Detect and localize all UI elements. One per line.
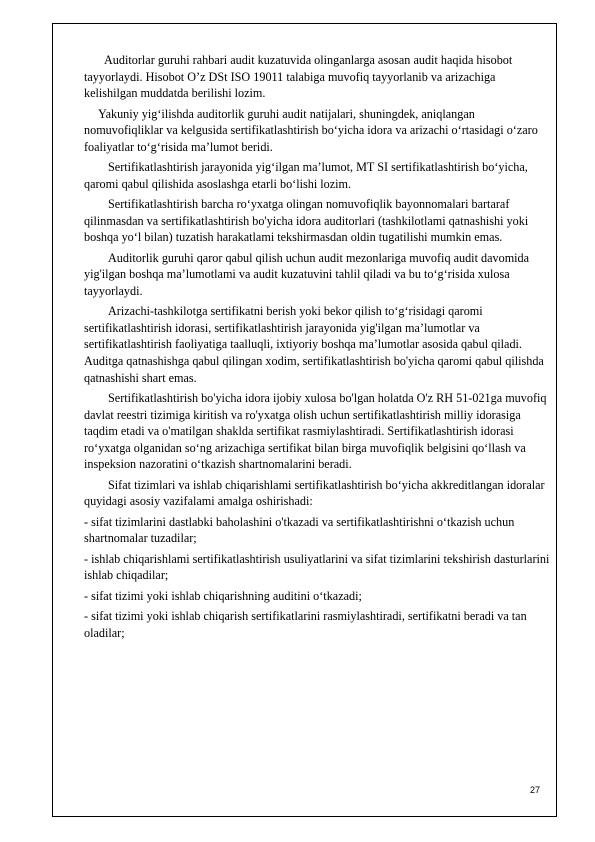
list-item-initial-assessment: - sifat tizimlarini dastlabki baholashini o'tkazadi va sertifikatlashtirishni o‘tkazish uchun shartnomalar tuzadilar; xyxy=(84,514,515,546)
page-number: 27 xyxy=(530,785,541,795)
paragraph-state-registry: Sertifikatlashtirish bo'yicha idora ijobiy xulosa bo'lgan holatda O'z RH 51-021ga muvofiq davlat reestri tizimiga kiritish va ro'yxatga olish uchun sertifikatlashtirish milliy idorasiga taqdim etadi va o'matilgan shaklda sertifikat rasmiylashtiradi. Sertifikatlashtirish idorasi ro‘yxatga olganidan so‘ng arizachiga sertifikat bilan birga muvofiqlik belgisini qo‘llash va inspeksion nazoratini o‘tkazish shartnomalarini beradi. xyxy=(84,391,547,472)
paragraph-audit-criteria: Auditorlik guruhi qaror qabul qilish uchun audit mezonlariga muvofiq audit davomida yig'ilgan boshqa ma’lumotlami va audit kuzatuvini tahlil qiladi va bu to‘g‘risida xulosa tayyorlaydi. xyxy=(84,250,530,298)
list-item-audit: - sifat tizimi yoki ishlab chiqarishning auditini o‘tkazadi; xyxy=(84,588,362,603)
paragraph-audit-report: Auditorlar guruhi rahbari audit kuzatuvida olinganlarga asosan audit haqida hisobot tayyorlaydi. Hisobot O’z DSt ISO 19011 talabiga muvofiq tayyorlanib va arizachiga kelishilgan muddatda berilishi lozim. xyxy=(84,53,513,101)
paragraph-nonconformities: Sertifikatlashtirish barcha ro‘yxatga olingan nomuvofiqlik bayonnomalari bartaraf qilinmasdan va sertifikatlashtirish bo'yicha idora auditorlari (tashkilotlami qatnashishi yoki boshqa yo‘l bilan) tuzatish harakatlami tekshirmasdan oldin tugatilishi mumkin emas. xyxy=(84,197,529,245)
list-item-methodologies: - ishlab chiqarishlami sertifikatlashtirish usuliyatlarini va sifat tizimlarini tekshirish dasturlarini ishlab chiqadilar; xyxy=(84,551,550,583)
paragraph-final-meeting: Yakuniy yig‘ilishda auditorlik guruhi audit natijalari, shuningdek, aniqlangan nomuvofiqliklar va kelgusida sertifikatlashtirish bo‘yicha idora va arizachi o‘rtasidagi o‘zaro foaliyatlar to‘g‘risida ma’lumot beridi. xyxy=(84,106,538,154)
document-body xyxy=(84,52,551,645)
paragraph-collected-info: Sertifikatlashtirish jarayonida yig‘ilgan ma’lumot, MT SI sertifikatlashtirish bo‘yicha, qaromi qabul qilishida asoslashga etarli bo‘lishi lozim. xyxy=(84,160,528,191)
paragraph-accredited-bodies: Sifat tizimlari va ishlab chiqarishlami sertifikatlashtirish bo‘yicha akkreditlangan idoralar quyidagi asosiy vazifalami amalga oshirishadi: xyxy=(84,477,545,509)
paragraph-certificate-decision: Arizachi-tashkilotga sertifikatni berish yoki bekor qilish to‘g‘risidagi qaromi sertifikatlashtirish idorasi, sertifikatlashtirish jarayonida yig'ilgan ma’lumotlar va sertifikatlashtirish faoliyatiga taalluqli, ixtiyoriy boshqa ma’lumotlar asosida qabul qiladi. Auditga qatnashishga qabul qilingan xodim, sertifikatlashtirish bo'yicha qaromi qabul qilishda qatnashishi shart emas. xyxy=(84,304,544,385)
list-item-certificates: - sifat tizimi yoki ishlab chiqarish sertifikatlarini rasmiylashtiradi, sertifikatni beradi va tan oladilar; xyxy=(84,609,527,640)
